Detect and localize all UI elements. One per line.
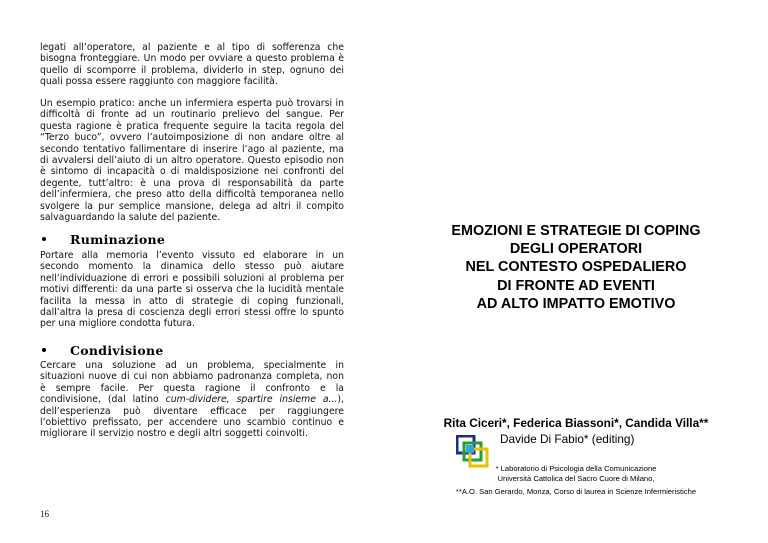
affiliation-2: **A.O. San Gerardo, Monza, Corso di laurea in Scienze Infermieristiche: [455, 487, 697, 496]
paragraph-4-text-a: Cercare una soluzione ad un problema, specialmente in situazioni nuove di cui non abbiamo padronanza completa, non è sempre facile. Per questa ragione il confronto e la condivisione, (dal latino: [40, 360, 344, 406]
title-line: DEGLI OPERATORI: [509, 241, 643, 258]
authors: Rita Ciceri*, Federica Biassoni*, Candida Villa**: [443, 416, 709, 430]
section-heading-ruminazione: [40, 231, 344, 247]
paragraph-1: legati all’operatore, al paziente e al tipo di sofferenza che bisogna fronteggiare. Un modo per ovviare a questo problema è quello di scomporre il problema, dividerlo in step, ognuno dei quali possa essere raggiunto con maggiore facilità.: [40, 42, 344, 88]
title-line: DI FRONTE AD EVENTI: [497, 277, 655, 294]
paragraph-4-italic: cum-dividere, spartire insieme a...: [165, 394, 338, 406]
affiliation-line: * Laboratorio di Psicologia della Comunicazione: [495, 464, 657, 473]
right-page: [424, 0, 728, 543]
paragraph-2: Un esempio pratico: anche un infermiera esperta può trovarsi in difficoltà di fronte ad un routinario prelievo del sangue. Per questa ragione è pratica frequente seguire la tacita regola del “Terzo buco”, ovvero l’autoimposizione di non andare oltre al secondo tentativo fallimentare di inserire l’ago al paziente, ma di avvalersi dell’aiuto di un altro operatore. Questo episodio non è sintomo di incapacità o di maldisposizione nei confronti del degente, tutt’altro: è una prova di responsabilità da parte dell’infermiera, che preso atto della difficoltà temporanea nello svolgere la pur semplice mansione, delega ad altri il compito salvaguardando la salute del paziente.: [40, 98, 344, 224]
bullet-icon: [42, 237, 46, 241]
title-line: AD ALTO IMPATTO EMOTIVO: [476, 295, 676, 312]
affiliation-1: [424, 464, 728, 483]
editor: Davide Di Fabio* (editing): [500, 432, 635, 446]
paragraph-4: [40, 360, 344, 440]
heading-text: Condivisione: [70, 342, 164, 358]
page-number: 16: [40, 509, 49, 519]
paragraph-4-text-b: ), dell’esperienza può diventare efficace per raggiungere l’obiettivo prefissato, per accendere uno scambio continuo e migliorare il servizio nostro e degli altri soggetti coinvolti.: [40, 394, 344, 440]
title-line: NEL CONTESTO OSPEDALIERO: [465, 259, 687, 276]
title-line: EMOZIONI E STRATEGIE DI COPING: [451, 223, 701, 239]
bullet-icon: [42, 348, 46, 352]
heading-text: Ruminazione: [70, 231, 166, 247]
book-title: [424, 222, 728, 313]
paragraph-3: Portare alla memoria l’evento vissuto ed elaborare in un secondo momento la dinamica dello stesso può aiutare nell’individuazione di errori e possibili soluzioni al problema per motivi differenti: da una parte si osserva che la lucidità mentale facilita la messa in atto di strategie di coping funzionali, dall’altra la presa di coscienza degli errori stessi offre lo spunto per una migliore condotta futura.: [40, 250, 344, 330]
affiliation-line: Università Cattolica del Sacro Cuore di Milano,: [497, 473, 655, 483]
section-heading-condivisione: [40, 342, 344, 358]
